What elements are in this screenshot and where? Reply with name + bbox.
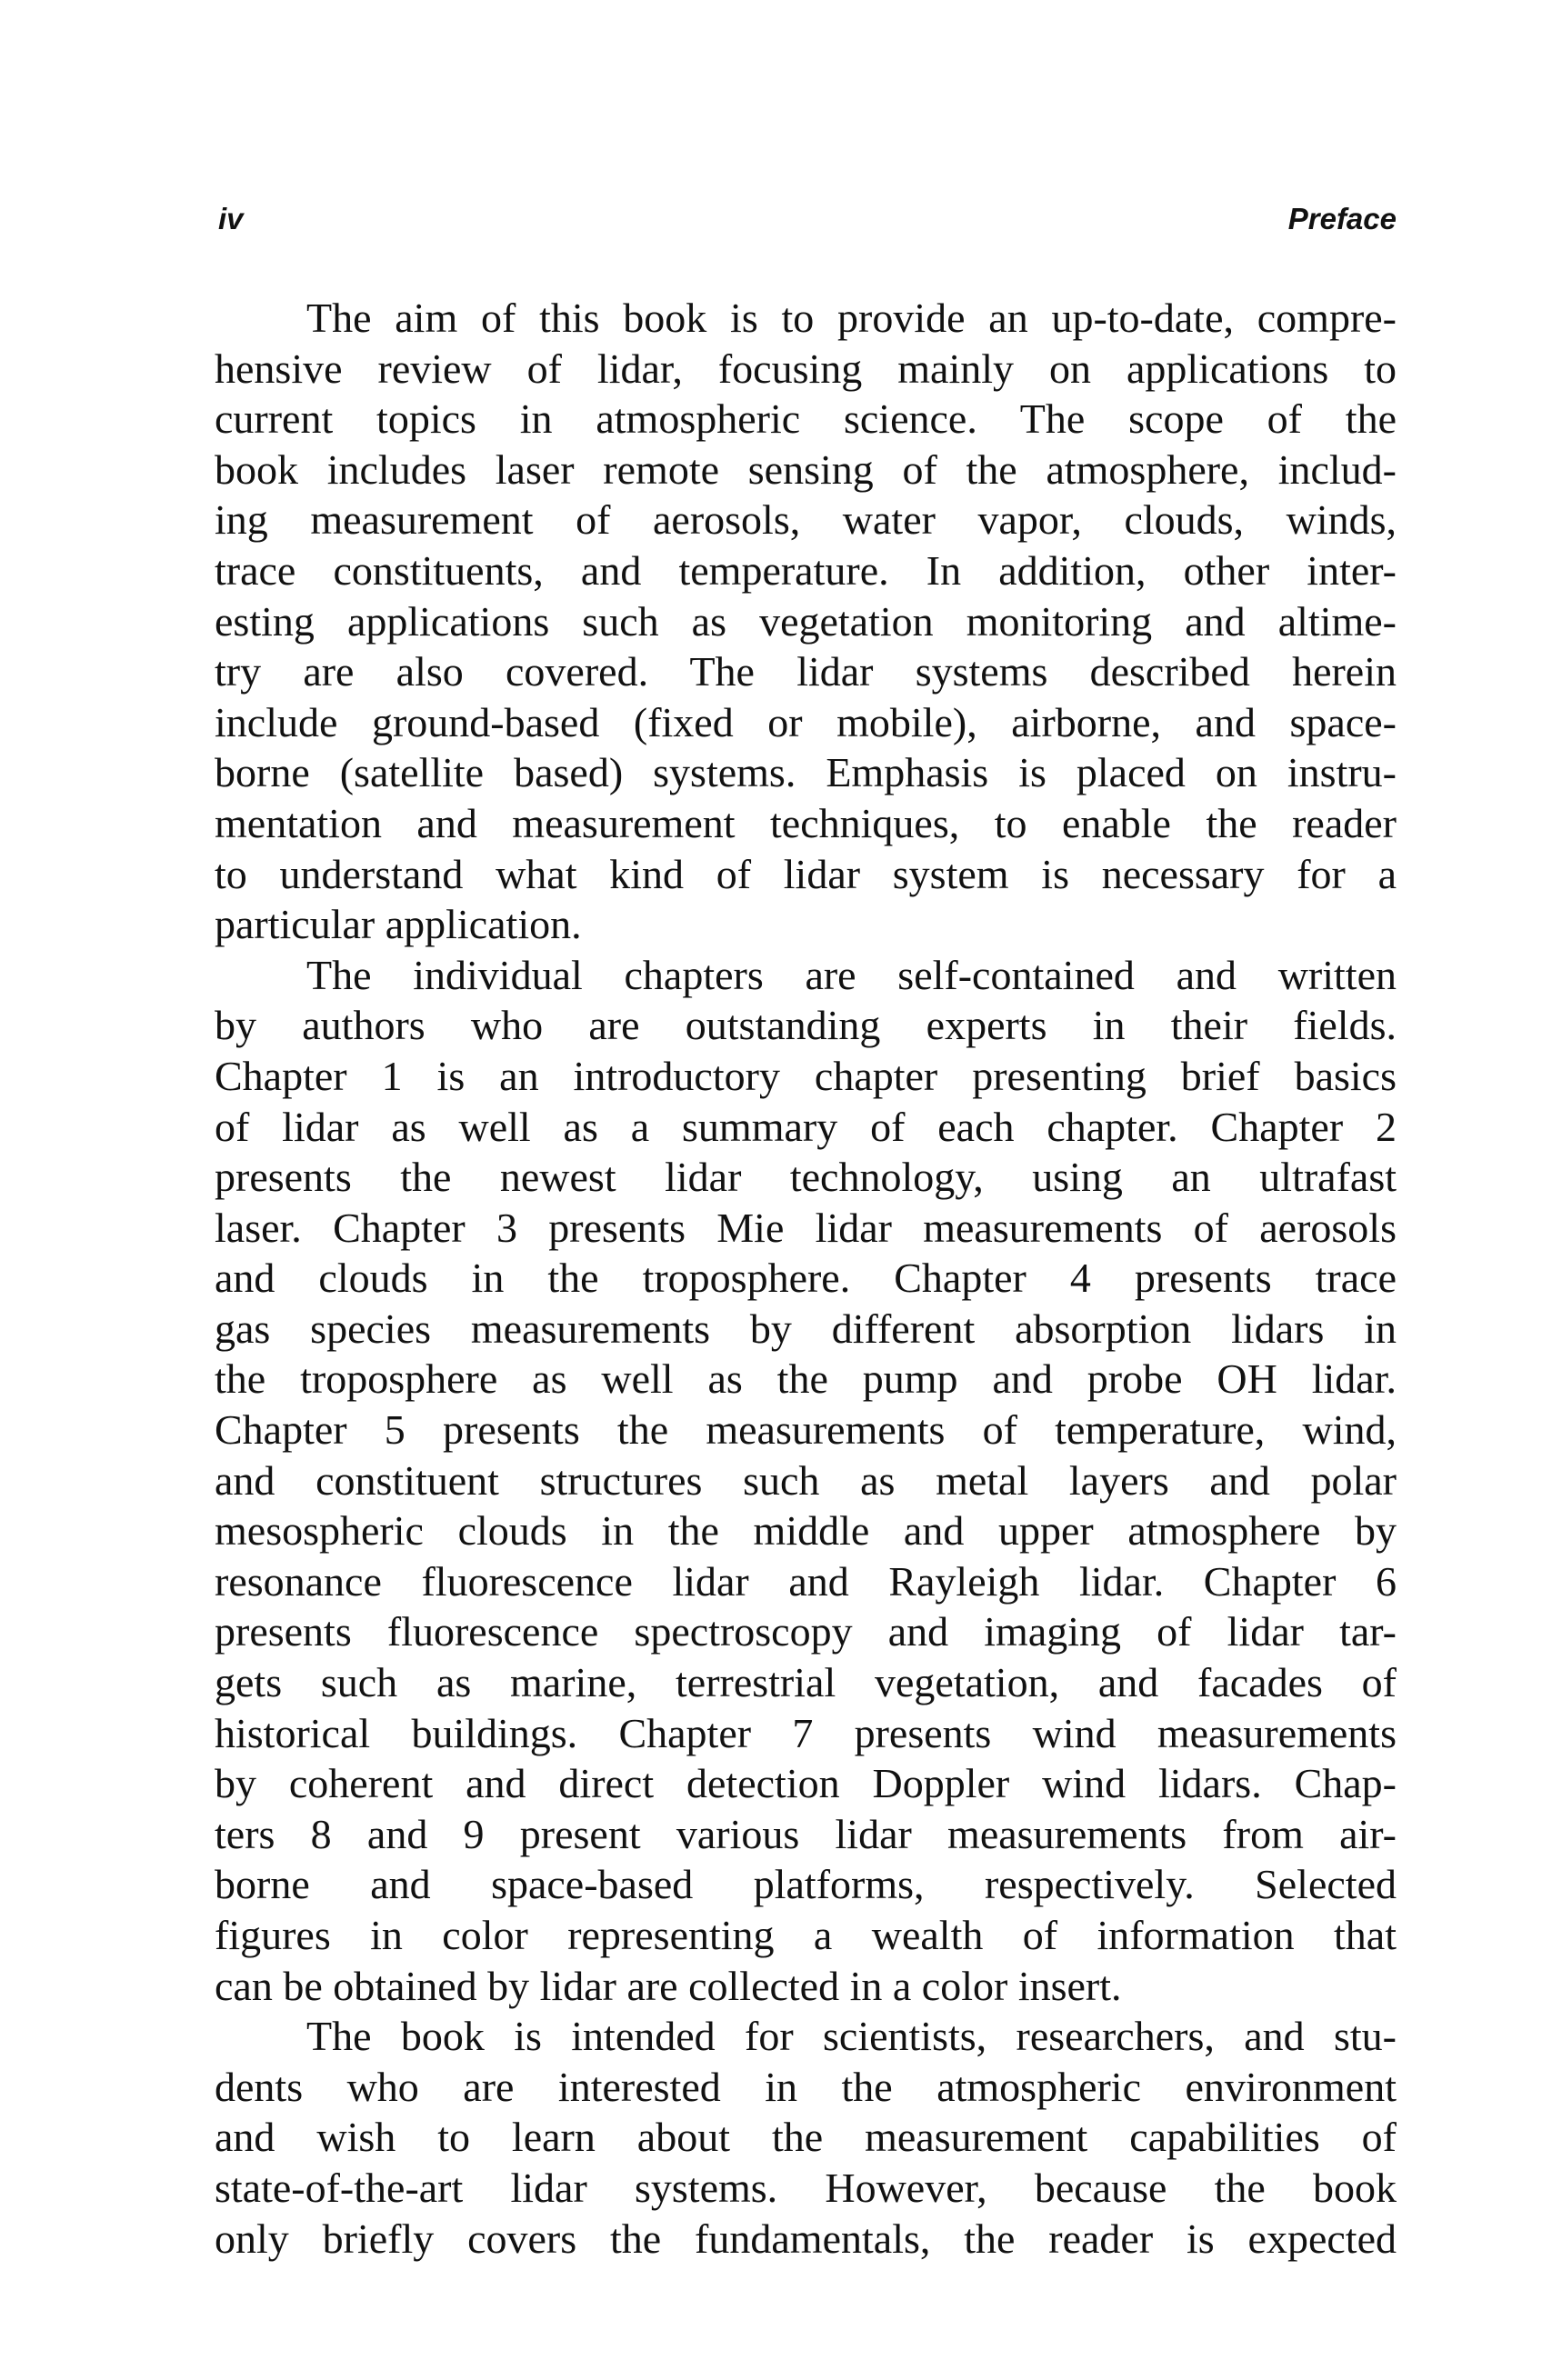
text-line: and wish to learn about the measurement capabilities of [215, 2114, 1397, 2161]
running-header: Preface [1287, 202, 1397, 235]
text-line: resonance fluorescence lidar and Rayleigh lidar. Chapter 6 [215, 1557, 1397, 1605]
text-line: of lidar as well as a summary of each chapter. Chapter 2 [215, 1103, 1397, 1150]
text-line: only briefly covers the fundamentals, the reader is expected [215, 2215, 1397, 2262]
text-line: figures in color representing a wealth of information that [215, 1912, 1397, 1958]
text-line: and constituent structures such as metal layers and polar [215, 1456, 1397, 1504]
text-line: hensive review of lidar, focusing mainly on applications to [215, 345, 1397, 392]
text-line: state-of-the-art lidar systems. However, because the book [215, 2164, 1397, 2211]
paragraph [215, 293, 1397, 950]
text-line: borne (satellite based) systems. Emphasis is placed on instru- [215, 749, 1397, 796]
text-line: borne and space-based platforms, respectively. Selected [215, 1861, 1397, 1908]
text-line: and clouds in the troposphere. Chapter 4 presents trace [215, 1255, 1397, 1302]
text-line: The book is intended for scientists, researchers, and stu- [306, 2013, 1397, 2060]
text-line: mesospheric clouds in the middle and upper atmosphere by [215, 1507, 1397, 1555]
text-line: The individual chapters are self-contained and written [306, 951, 1397, 998]
text-line: mentation and measurement techniques, to enable the reader [215, 799, 1397, 846]
text-line: the troposphere as well as the pump and probe OH lidar. [215, 1355, 1397, 1403]
text-line: try are also covered. The lidar systems described herein [215, 648, 1397, 695]
text-line: trace constituents, and temperature. In addition, other inter- [215, 546, 1397, 594]
text-line: include ground-based (fixed or mobile), airborne, and space- [215, 698, 1397, 745]
text-line: can be obtained by lidar are collected in a color insert. [215, 1962, 1122, 2009]
text-line: presents fluorescence spectroscopy and imaging of lidar tar- [215, 1608, 1397, 1655]
text-line: Chapter 1 is an introductory chapter presenting brief basics [215, 1052, 1397, 1099]
text-line: The aim of this book is to provide an up-to-date, compre- [306, 295, 1397, 341]
text-line: laser. Chapter 3 presents Mie lidar measurements of aerosols [215, 1204, 1397, 1251]
text-line: by authors who are outstanding experts in their fields. [215, 1002, 1397, 1049]
text-line: gas species measurements by different absorption lidars in [215, 1305, 1397, 1352]
text-line: book includes laser remote sensing of the atmosphere, includ- [215, 445, 1397, 493]
text-line: current topics in atmospheric science. The scope of the [215, 395, 1397, 443]
text-line: ters 8 and 9 present various lidar measurements from air- [215, 1810, 1397, 1857]
text-line: historical buildings. Chapter 7 presents wind measurements [215, 1709, 1397, 1756]
text-line: esting applications such as vegetation monitoring and altime- [215, 597, 1397, 645]
body-text [215, 293, 1397, 2264]
text-line: Chapter 5 presents the measurements of temperature, wind, [215, 1406, 1397, 1454]
text-line: gets such as marine, terrestrial vegetation, and facades of [215, 1659, 1397, 1706]
text-line: dents who are interested in the atmospheric environment [215, 2063, 1397, 2110]
paragraph [215, 950, 1397, 2011]
page-number: iv [218, 202, 244, 235]
text-line: to understand what kind of lidar system is necessary for a [215, 850, 1397, 897]
text-line: by coherent and direct detection Doppler wind lidars. Chap- [215, 1760, 1397, 1807]
text-line: ing measurement of aerosols, water vapor, clouds, winds, [215, 496, 1397, 544]
text-line: presents the newest lidar technology, using an ultrafast [215, 1154, 1397, 1201]
text-line: particular application. [215, 901, 582, 948]
paragraph [215, 2011, 1397, 2264]
